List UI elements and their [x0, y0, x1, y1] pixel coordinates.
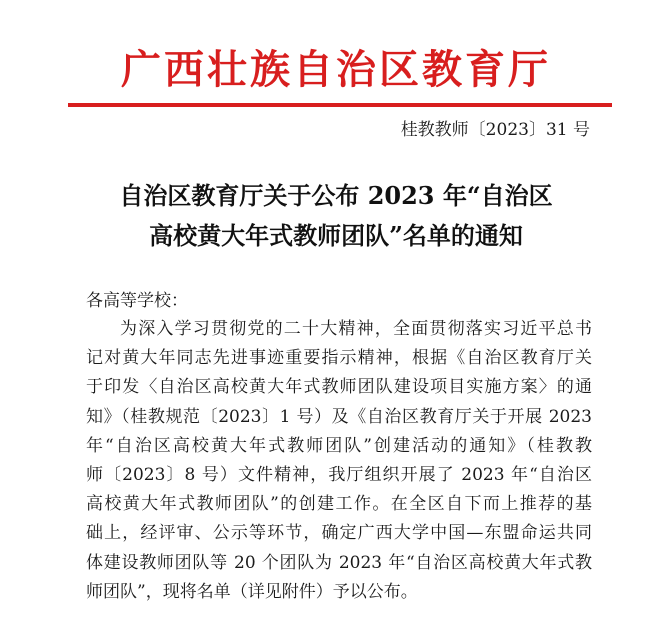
red-header-rule — [68, 103, 612, 107]
addressee: 各高等学校： — [86, 291, 188, 311]
body-line: 年“自治区高校黄大年式教师团队”创建活动的通知》（桂教教 — [86, 435, 592, 456]
body-line: 于印发〈自治区高校黄大年式教师团队建设项目实施方案〉的通 — [86, 377, 592, 398]
document-title-line-2: 高校黄大年式教师团队”名单的通知 — [149, 221, 523, 250]
document-number: 桂教教师〔2023〕31 号 — [400, 120, 590, 140]
body-line: 础上，经评审、公示等环节，确定广西大学中国—东盟命运共同 — [86, 523, 592, 544]
body-line: 高校黄大年式教师团队”的创建工作。在全区自下而上推荐的基 — [86, 494, 592, 515]
document-title — [0, 176, 672, 256]
document-title-line-1: 自治区教育厅关于公布 2023 年“自治区 — [119, 181, 553, 210]
body-line: 知》（桂教规范〔2023〕1 号）及《自治区教育厅关于开展 2023 — [86, 406, 592, 427]
body-line: 师〔2023〕8 号）文件精神，我厅组织开展了 2023 年“自治区 — [86, 465, 592, 486]
issuing-organization-header: 广西壮族自治区教育厅 — [121, 46, 551, 93]
body-paragraph — [86, 315, 592, 607]
body-line: 记对黄大年同志先进事迹重要指示精神，根据《自治区教育厅关 — [86, 348, 592, 369]
body-line: 师团队”，现将名单（详见附件）予以公布。 — [86, 581, 418, 602]
body-line: 体建设教师团队等 20 个团队为 2023 年“自治区高校黄大年式教 — [86, 552, 592, 573]
body-line: 为深入学习贯彻党的二十大精神，全面贯彻落实习近平总书 — [120, 319, 592, 339]
